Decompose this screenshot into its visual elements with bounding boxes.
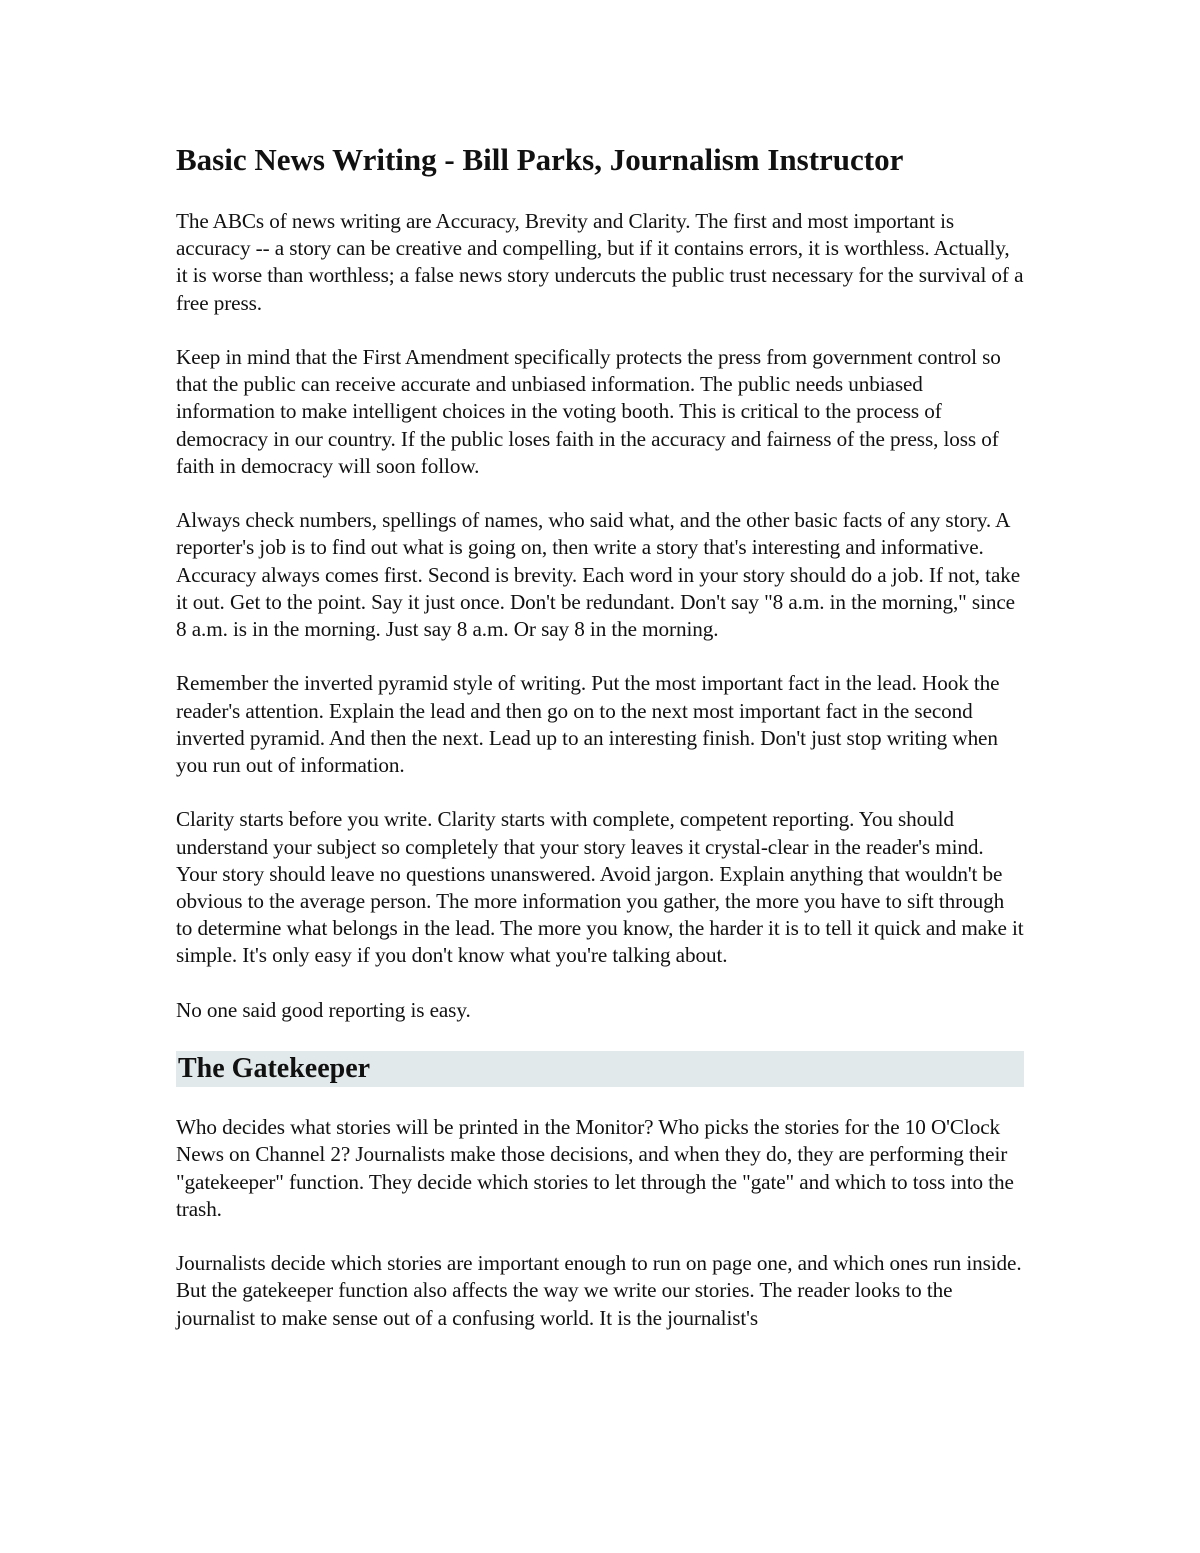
- paragraph-check-facts: Always check numbers, spellings of names, who said what, and the other basic facts of any story. A reporter's job is to find out what is going on, then write a story that's interesting and informative. Accuracy always comes first. Second is brevity. Each word in your story should do a job. If not, take it out. Get to the point. Say it just once. Don't be redundant. Don't say "8 a.m. in the morning," since 8 a.m. is in the morning. Just say 8 a.m. Or say 8 in the morning.: [176, 508, 1021, 642]
- paragraph-clarity: Clarity starts before you write. Clarity starts with complete, competent reporting. You should understand your subject so completely that your story leaves it crystal-clear in the reader's mind. Your story should leave no questions unanswered. Avoid jargon. Explain anything that wouldn't be obvious to the average person. The more information you gather, the more you have to sift through to determine what belongs in the lead. The more you know, the harder it is to tell it quick and make it simple. It's only easy if you don't know what you're talking about.: [176, 807, 1024, 968]
- document-title: Basic News Writing - Bill Parks, Journalism Instructor: [176, 142, 904, 177]
- paragraph-inverted-pyramid: Remember the inverted pyramid style of writing. Put the most important fact in the lead. Hook the reader's attention. Explain the lead and then go on to the next most important fact in the second inverted pyramid. And then the next. Lead up to an interesting finish. Don't just stop writing when you run out of information.: [176, 671, 1000, 778]
- paragraph-abcs: The ABCs of news writing are Accuracy, Brevity and Clarity. The first and most important is accuracy -- a story can be creative and compelling, but if it contains errors, it is worthless. Actually, it is worse than worthless; a false news story undercuts the public trust necessary for the survival of a free press.: [176, 209, 1024, 315]
- paragraph-gatekeeper-intro: Who decides what stories will be printed in the Monitor? Who picks the stories for the 10 O'Clock News on Channel 2? Journalists make those decisions, and when they do, they are performing their "gatekeeper" function. They decide which stories to let through the "gate" and which to toss into the trash.: [176, 1115, 1014, 1221]
- paragraph-gatekeeper-function: Journalists decide which stories are important enough to run on page one, and which ones run inside. But the gatekeeper function also affects the way we write our stories. The reader looks to the journalist to make sense out of a confusing world. It is the journalist's: [176, 1251, 1022, 1330]
- paragraph-closing: No one said good reporting is easy.: [176, 997, 471, 1022]
- document-page: [176, 140, 1024, 1359]
- paragraph-first-amendment: Keep in mind that the First Amendment specifically protects the press from government control so that the public can receive accurate and unbiased information. The public needs unbiased information to make intelligent choices in the voting booth. This is critical to the process of democracy in our country. If the public loses faith in the accuracy and fairness of the press, loss of faith in democracy will soon follow.: [176, 345, 1001, 478]
- section-heading-gatekeeper: The Gatekeeper: [176, 1051, 1024, 1087]
